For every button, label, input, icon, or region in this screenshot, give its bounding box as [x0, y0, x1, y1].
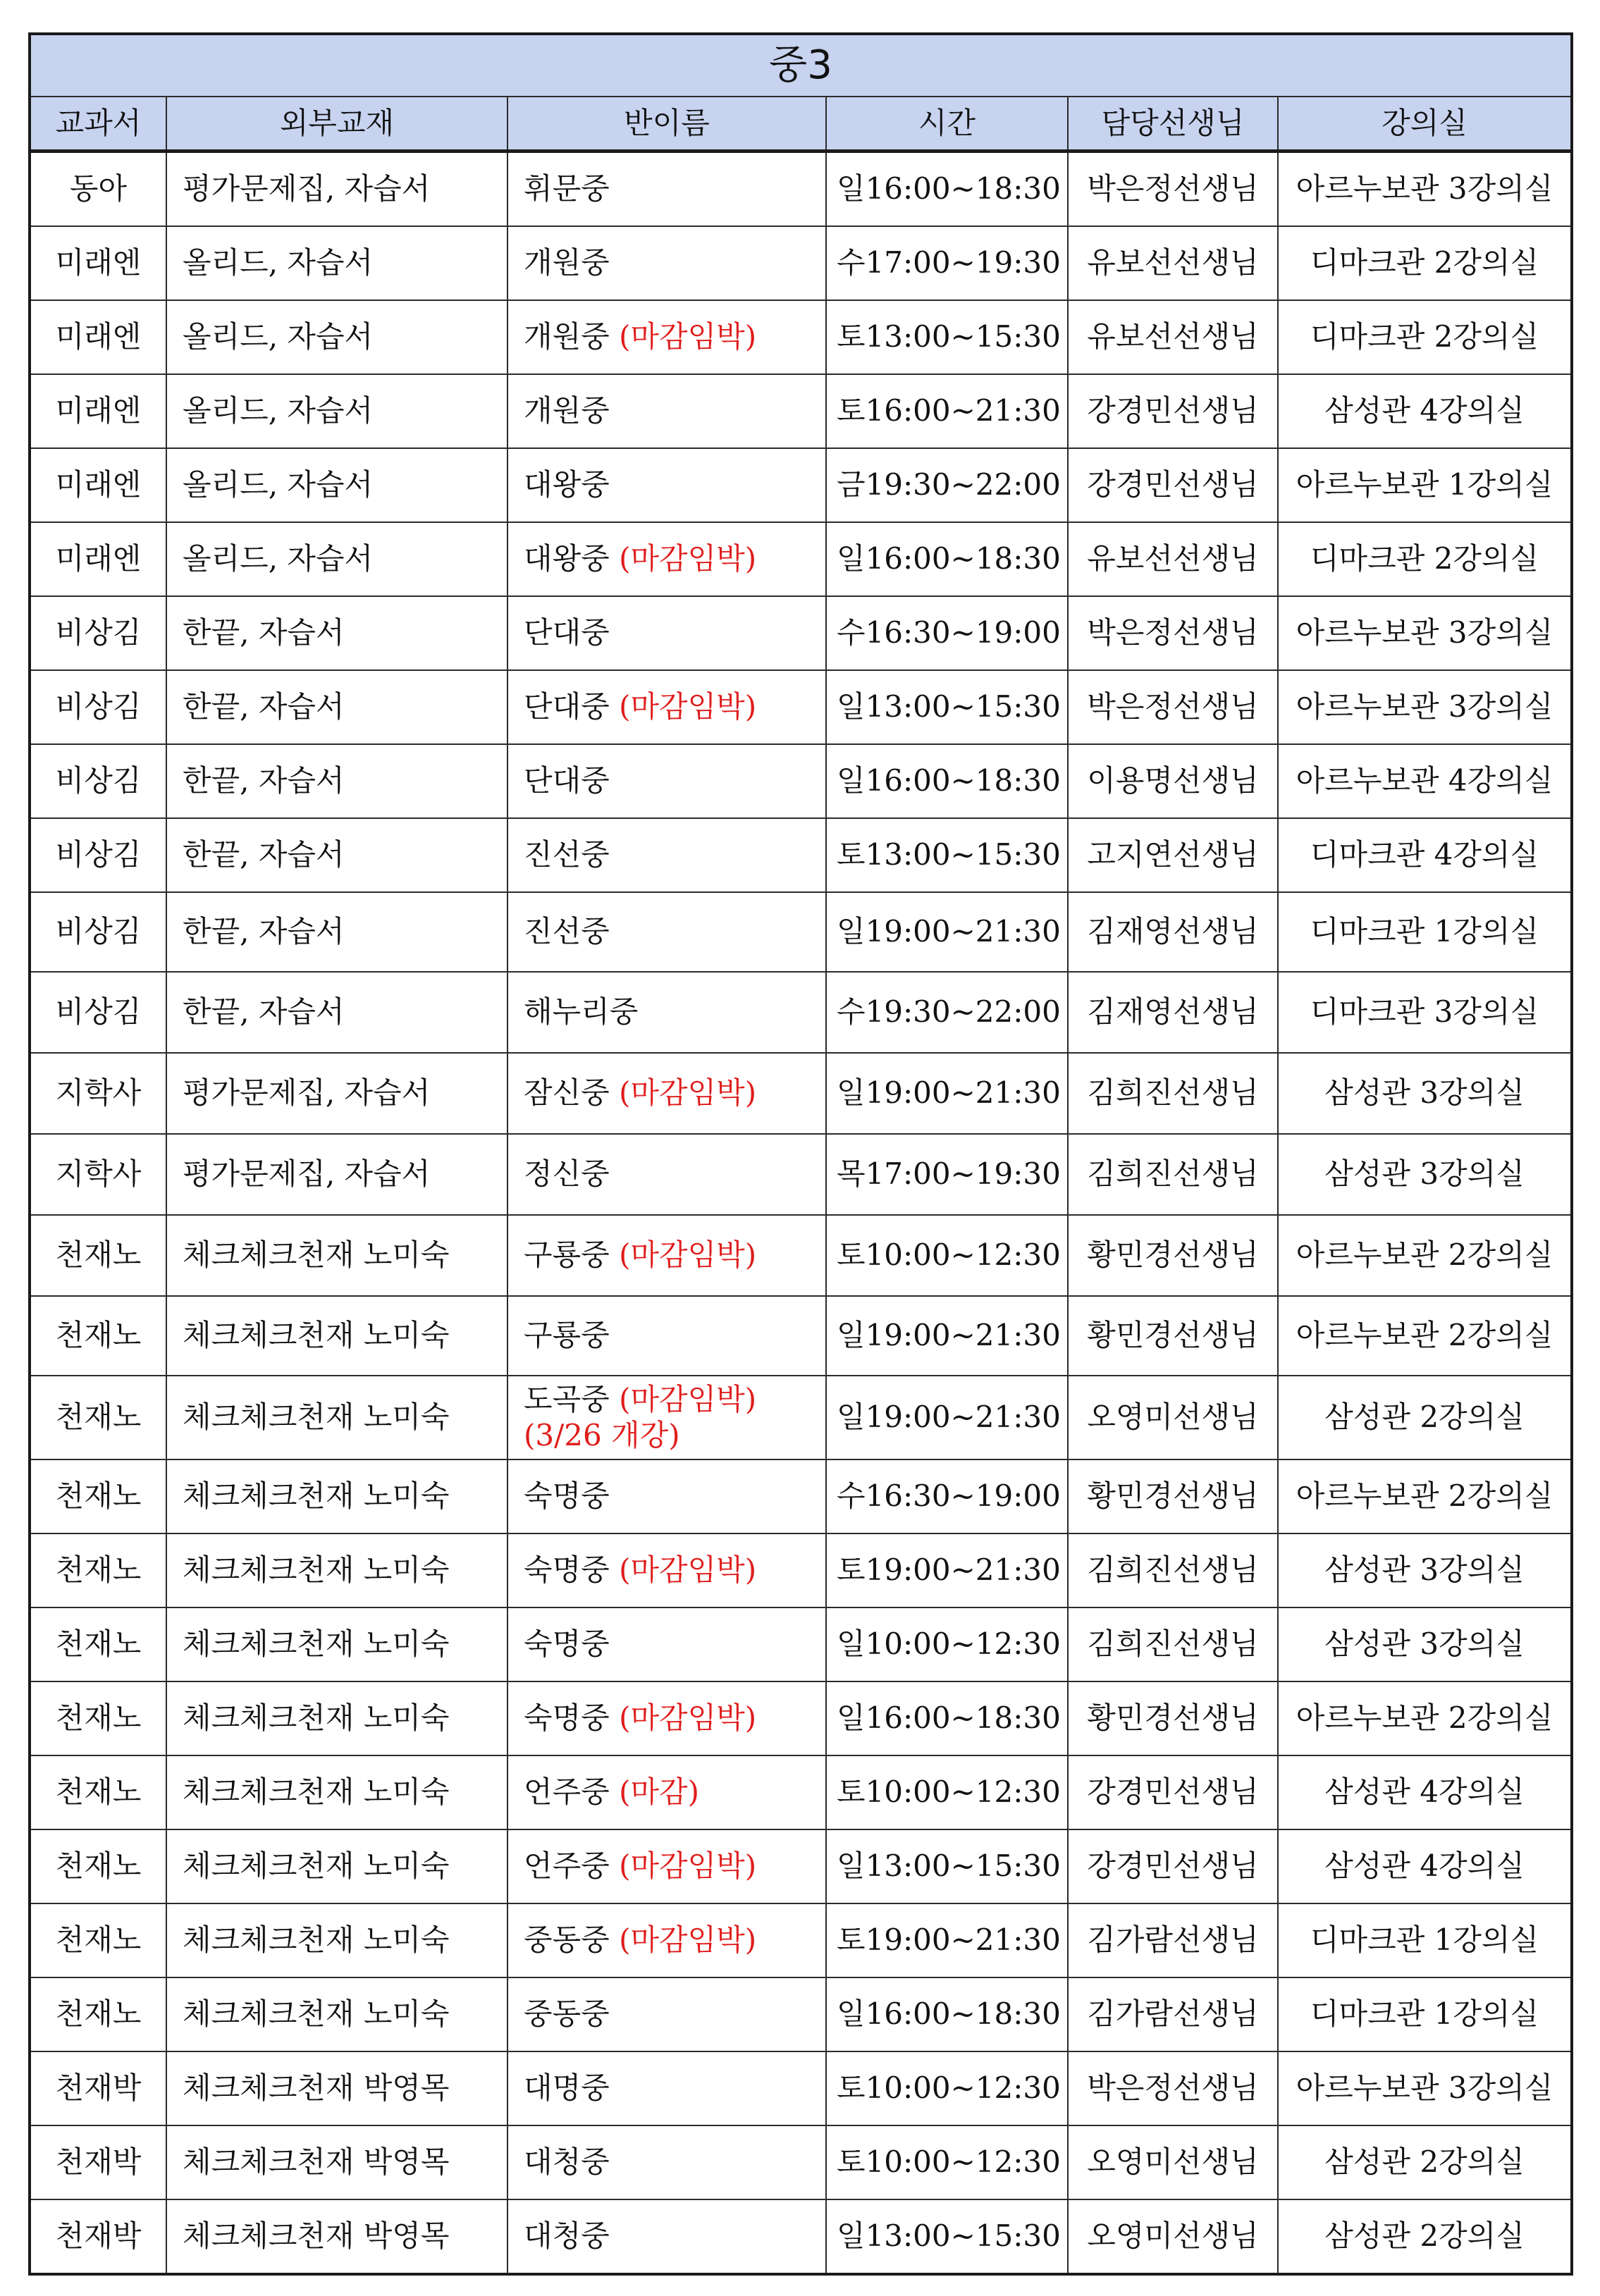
textbook-cell: 지학사 — [30, 1134, 166, 1215]
room-cell: 삼성관 2강의실 — [1278, 2125, 1572, 2199]
teacher-cell: 오영미선생님 — [1068, 1376, 1278, 1459]
header-room: 강의실 — [1278, 97, 1572, 152]
textbook-cell: 동아 — [30, 152, 166, 227]
textbook-cell: 천재노 — [30, 1977, 166, 2051]
table-row — [30, 1215, 1572, 1296]
status-note: (마감임박) — [619, 1848, 757, 1884]
room-cell: 삼성관 4강의실 — [1278, 1755, 1572, 1829]
status-note: (마감임박) — [619, 1238, 757, 1273]
material-cell: 체크체크천재 노미숙 — [166, 1459, 507, 1533]
teacher-cell: 김재영선생님 — [1068, 972, 1278, 1053]
header-row — [30, 97, 1572, 152]
class-name-cell — [507, 226, 826, 300]
time-cell: 일13:00~15:30 — [826, 2199, 1068, 2274]
class-name-line — [524, 615, 816, 650]
header-material: 외부교재 — [166, 97, 507, 152]
table-row — [30, 2051, 1572, 2125]
material-cell: 체크체크천재 노미숙 — [166, 1681, 507, 1755]
table-row — [30, 226, 1572, 300]
class-name-line — [524, 319, 816, 354]
table-row — [30, 744, 1572, 818]
class-name-line — [524, 541, 816, 576]
class-name-line — [524, 689, 816, 724]
class-name-cell — [507, 2199, 826, 2274]
teacher-cell: 강경민선생님 — [1068, 1829, 1278, 1903]
textbook-cell: 미래엔 — [30, 300, 166, 374]
class-name: 대명중 — [524, 2070, 610, 2106]
class-name: 언주중 — [524, 1775, 610, 1810]
class-name-cell — [507, 596, 826, 670]
table-row — [30, 818, 1572, 892]
time-cell: 일16:00~18:30 — [826, 152, 1068, 227]
time-cell: 수17:00~19:30 — [826, 226, 1068, 300]
material-cell: 체크체크천재 박영목 — [166, 2199, 507, 2274]
room-cell: 디마크관 2강의실 — [1278, 522, 1572, 596]
time-cell: 일13:00~15:30 — [826, 670, 1068, 744]
class-name: 숙명중 — [524, 1701, 610, 1736]
time-cell: 토16:00~21:30 — [826, 374, 1068, 448]
material-cell: 체크체크천재 노미숙 — [166, 1755, 507, 1829]
table-row — [30, 670, 1572, 744]
time-cell: 목17:00~19:30 — [826, 1134, 1068, 1215]
textbook-cell: 미래엔 — [30, 374, 166, 448]
class-name: 대왕중 — [524, 541, 610, 576]
class-name: 단대중 — [524, 689, 610, 724]
room-cell: 아르누보관 2강의실 — [1278, 1681, 1572, 1755]
textbook-cell: 천재노 — [30, 1829, 166, 1903]
time-cell: 일16:00~18:30 — [826, 1681, 1068, 1755]
time-cell: 토13:00~15:30 — [826, 300, 1068, 374]
class-name-line — [524, 1156, 816, 1192]
material-cell: 평가문제집, 자습서 — [166, 1134, 507, 1215]
class-name-line — [524, 467, 816, 502]
table-row — [30, 522, 1572, 596]
teacher-cell: 박은정선생님 — [1068, 596, 1278, 670]
header-teacher: 담당선생님 — [1068, 97, 1278, 152]
room-cell: 아르누보관 1강의실 — [1278, 448, 1572, 522]
material-cell: 체크체크천재 박영목 — [166, 2051, 507, 2125]
table-row — [30, 448, 1572, 522]
teacher-cell: 김재영선생님 — [1068, 892, 1278, 972]
table-row — [30, 1533, 1572, 1607]
room-cell: 아르누보관 3강의실 — [1278, 2051, 1572, 2125]
class-name: 중동중 — [524, 1922, 610, 1958]
room-cell: 아르누보관 2강의실 — [1278, 1459, 1572, 1533]
textbook-cell: 천재노 — [30, 1681, 166, 1755]
class-name-cell — [507, 374, 826, 448]
textbook-cell: 천재노 — [30, 1533, 166, 1607]
time-cell: 토10:00~12:30 — [826, 1215, 1068, 1296]
class-name-line — [524, 1382, 816, 1417]
table-row — [30, 1829, 1572, 1903]
class-name-cell — [507, 2051, 826, 2125]
teacher-cell: 오영미선생님 — [1068, 2125, 1278, 2199]
room-cell: 삼성관 2강의실 — [1278, 1376, 1572, 1459]
table-row — [30, 1296, 1572, 1376]
time-cell: 일16:00~18:30 — [826, 1977, 1068, 2051]
table-row — [30, 1134, 1572, 1215]
class-name: 단대중 — [524, 763, 610, 798]
class-name-line — [524, 837, 816, 872]
class-name-line — [524, 1627, 816, 1662]
material-cell: 체크체크천재 노미숙 — [166, 1215, 507, 1296]
textbook-cell: 지학사 — [30, 1053, 166, 1134]
textbook-cell: 천재박 — [30, 2051, 166, 2125]
class-name-line — [524, 1775, 816, 1810]
textbook-cell: 비상김 — [30, 670, 166, 744]
material-cell: 체크체크천재 노미숙 — [166, 1376, 507, 1459]
teacher-cell: 오영미선생님 — [1068, 2199, 1278, 2274]
material-cell: 체크체크천재 노미숙 — [166, 1903, 507, 1977]
room-cell: 디마크관 4강의실 — [1278, 818, 1572, 892]
class-name-cell — [507, 744, 826, 818]
room-cell: 삼성관 3강의실 — [1278, 1607, 1572, 1681]
class-name: 구룡중 — [524, 1318, 610, 1353]
table-row — [30, 152, 1572, 227]
class-name-cell — [507, 152, 826, 227]
textbook-cell: 미래엔 — [30, 522, 166, 596]
status-note: (마감임박) — [619, 1382, 757, 1417]
class-name-line — [524, 393, 816, 428]
table-row — [30, 374, 1572, 448]
material-cell: 올리드, 자습서 — [166, 226, 507, 300]
teacher-cell: 황민경선생님 — [1068, 1215, 1278, 1296]
class-name: 개원중 — [524, 319, 610, 354]
time-cell: 토19:00~21:30 — [826, 1903, 1068, 1977]
room-cell: 아르누보관 4강의실 — [1278, 744, 1572, 818]
class-name: 단대중 — [524, 615, 610, 650]
class-name-cell — [507, 972, 826, 1053]
room-cell: 디마크관 2강의실 — [1278, 226, 1572, 300]
header-time: 시간 — [826, 97, 1068, 152]
teacher-cell: 김희진선생님 — [1068, 1533, 1278, 1607]
room-cell: 삼성관 3강의실 — [1278, 1134, 1572, 1215]
time-cell: 일19:00~21:30 — [826, 1296, 1068, 1376]
teacher-cell: 고지연선생님 — [1068, 818, 1278, 892]
class-name-cell — [507, 1459, 826, 1533]
table-row — [30, 892, 1572, 972]
teacher-cell: 유보선선생님 — [1068, 522, 1278, 596]
class-name-cell — [507, 1134, 826, 1215]
table-row — [30, 1681, 1572, 1755]
class-name-cell — [507, 1607, 826, 1681]
textbook-cell: 미래엔 — [30, 448, 166, 522]
teacher-cell: 유보선선생님 — [1068, 226, 1278, 300]
material-cell: 평가문제집, 자습서 — [166, 152, 507, 227]
time-cell: 토10:00~12:30 — [826, 2125, 1068, 2199]
class-name-cell — [507, 1755, 826, 1829]
table-row — [30, 1053, 1572, 1134]
header-textbook: 교과서 — [30, 97, 166, 152]
status-note: (마감임박) — [619, 1701, 757, 1736]
class-name: 진선중 — [524, 914, 610, 949]
teacher-cell: 유보선선생님 — [1068, 300, 1278, 374]
teacher-cell: 강경민선생님 — [1068, 448, 1278, 522]
room-cell: 삼성관 3강의실 — [1278, 1533, 1572, 1607]
room-cell: 삼성관 4강의실 — [1278, 1829, 1572, 1903]
class-name: 숙명중 — [524, 1479, 610, 1514]
status-note: (마감임박) — [619, 541, 757, 576]
class-name-line — [524, 171, 816, 206]
table-row — [30, 1459, 1572, 1533]
table-title: 중3 — [30, 34, 1572, 97]
class-name: 구룡중 — [524, 1238, 610, 1273]
class-name: 해누리중 — [524, 994, 639, 1030]
class-name-cell — [507, 1296, 826, 1376]
status-note: (마감임박) — [619, 319, 757, 354]
textbook-cell: 비상김 — [30, 596, 166, 670]
textbook-cell: 비상김 — [30, 744, 166, 818]
teacher-cell: 이용명선생님 — [1068, 744, 1278, 818]
status-note: (마감) — [619, 1775, 699, 1810]
teacher-cell: 강경민선생님 — [1068, 1755, 1278, 1829]
class-name-cell — [507, 300, 826, 374]
class-name-line — [524, 994, 816, 1030]
material-cell: 한끝, 자습서 — [166, 818, 507, 892]
class-name-line — [524, 1479, 816, 1514]
time-cell: 일16:00~18:30 — [826, 744, 1068, 818]
class-name-cell — [507, 1903, 826, 1977]
material-cell: 한끝, 자습서 — [166, 670, 507, 744]
class-name: 개원중 — [524, 393, 610, 428]
material-cell: 체크체크천재 노미숙 — [166, 1607, 507, 1681]
status-note: (마감임박) — [619, 1922, 757, 1958]
class-name-cell — [507, 522, 826, 596]
material-cell: 한끝, 자습서 — [166, 596, 507, 670]
room-cell: 디마크관 1강의실 — [1278, 892, 1572, 972]
material-cell: 올리드, 자습서 — [166, 448, 507, 522]
teacher-cell: 김희진선생님 — [1068, 1053, 1278, 1134]
title-row — [30, 34, 1572, 97]
textbook-cell: 천재박 — [30, 2125, 166, 2199]
material-cell: 한끝, 자습서 — [166, 744, 507, 818]
room-cell: 디마크관 1강의실 — [1278, 1903, 1572, 1977]
textbook-cell: 비상김 — [30, 818, 166, 892]
class-name: 잠신중 — [524, 1075, 610, 1111]
class-name-cell — [507, 1977, 826, 2051]
textbook-cell: 미래엔 — [30, 226, 166, 300]
status-note: (마감임박) — [619, 1553, 757, 1588]
table-row — [30, 2125, 1572, 2199]
room-cell: 아르누보관 2강의실 — [1278, 1296, 1572, 1376]
material-cell: 체크체크천재 노미숙 — [166, 1296, 507, 1376]
class-name-cell — [507, 1681, 826, 1755]
room-cell: 디마크관 3강의실 — [1278, 972, 1572, 1053]
class-name: 진선중 — [524, 837, 610, 872]
room-cell: 디마크관 1강의실 — [1278, 1977, 1572, 2051]
class-name: 정신중 — [524, 1156, 610, 1192]
opening-date-note: (3/26 개강) — [524, 1417, 680, 1452]
table-row — [30, 1607, 1572, 1681]
class-name: 대청중 — [524, 2144, 610, 2180]
class-name: 대왕중 — [524, 467, 610, 502]
class-name-line — [524, 1553, 816, 1588]
room-cell: 삼성관 4강의실 — [1278, 374, 1572, 448]
schedule-table — [28, 32, 1573, 2276]
room-cell: 아르누보관 2강의실 — [1278, 1215, 1572, 1296]
class-name-line — [524, 1848, 816, 1884]
time-cell: 수16:30~19:00 — [826, 1459, 1068, 1533]
room-cell: 삼성관 3강의실 — [1278, 1053, 1572, 1134]
textbook-cell: 천재노 — [30, 1903, 166, 1977]
time-cell: 토19:00~21:30 — [826, 1533, 1068, 1607]
room-cell: 삼성관 2강의실 — [1278, 2199, 1572, 2274]
class-name-cell — [507, 1533, 826, 1607]
class-name-line — [524, 1318, 816, 1353]
time-cell: 일19:00~21:30 — [826, 1053, 1068, 1134]
time-cell: 토10:00~12:30 — [826, 2051, 1068, 2125]
table-row — [30, 1376, 1572, 1459]
material-cell: 한끝, 자습서 — [166, 892, 507, 972]
class-name-line — [524, 1996, 816, 2032]
header-class-name: 반이름 — [507, 97, 826, 152]
table-row — [30, 300, 1572, 374]
class-name-cell — [507, 1053, 826, 1134]
time-cell: 수16:30~19:00 — [826, 596, 1068, 670]
material-cell: 올리드, 자습서 — [166, 300, 507, 374]
table-body — [30, 152, 1572, 2275]
class-name-cell — [507, 1376, 826, 1459]
material-cell: 체크체크천재 박영목 — [166, 2125, 507, 2199]
textbook-cell: 천재노 — [30, 1296, 166, 1376]
table-row — [30, 2199, 1572, 2274]
status-note: (마감임박) — [619, 689, 757, 724]
class-name-line — [524, 2144, 816, 2180]
teacher-cell: 김가람선생님 — [1068, 1977, 1278, 2051]
room-cell: 아르누보관 3강의실 — [1278, 152, 1572, 227]
time-cell: 토10:00~12:30 — [826, 1755, 1068, 1829]
class-name-cell — [507, 1215, 826, 1296]
time-cell: 일16:00~18:30 — [826, 522, 1068, 596]
class-name: 숙명중 — [524, 1553, 610, 1588]
material-cell: 올리드, 자습서 — [166, 522, 507, 596]
class-name-line — [524, 1922, 816, 1958]
time-cell: 일10:00~12:30 — [826, 1607, 1068, 1681]
class-name: 언주중 — [524, 1848, 610, 1884]
teacher-cell: 박은정선생님 — [1068, 670, 1278, 744]
room-cell: 디마크관 2강의실 — [1278, 300, 1572, 374]
teacher-cell: 강경민선생님 — [1068, 374, 1278, 448]
class-name-cell — [507, 818, 826, 892]
time-cell: 금19:30~22:00 — [826, 448, 1068, 522]
class-name-cell — [507, 1829, 826, 1903]
class-name-line — [524, 763, 816, 798]
table-row — [30, 972, 1572, 1053]
class-name-line — [524, 1075, 816, 1111]
teacher-cell: 김가람선생님 — [1068, 1903, 1278, 1977]
time-cell: 일19:00~21:30 — [826, 1376, 1068, 1459]
time-cell: 토13:00~15:30 — [826, 818, 1068, 892]
textbook-cell: 비상김 — [30, 892, 166, 972]
class-name: 도곡중 — [524, 1382, 610, 1417]
teacher-cell: 김희진선생님 — [1068, 1607, 1278, 1681]
table-row — [30, 596, 1572, 670]
class-name: 중동중 — [524, 1996, 610, 2032]
teacher-cell: 황민경선생님 — [1068, 1681, 1278, 1755]
class-name-line — [524, 2070, 816, 2106]
class-name: 휘문중 — [524, 171, 610, 206]
textbook-cell: 천재박 — [30, 2199, 166, 2274]
material-cell: 평가문제집, 자습서 — [166, 1053, 507, 1134]
time-cell: 일13:00~15:30 — [826, 1829, 1068, 1903]
class-name: 숙명중 — [524, 1627, 610, 1662]
textbook-cell: 천재노 — [30, 1755, 166, 1829]
class-name-line — [524, 1701, 816, 1736]
status-note: (마감임박) — [619, 1075, 757, 1111]
class-name-line — [524, 2218, 816, 2254]
class-name: 개원중 — [524, 245, 610, 280]
table-row — [30, 1977, 1572, 2051]
material-cell: 올리드, 자습서 — [166, 374, 507, 448]
class-name-cell — [507, 892, 826, 972]
teacher-cell: 박은정선생님 — [1068, 2051, 1278, 2125]
material-cell: 체크체크천재 노미숙 — [166, 1533, 507, 1607]
teacher-cell: 박은정선생님 — [1068, 152, 1278, 227]
textbook-cell: 천재노 — [30, 1607, 166, 1681]
room-cell: 아르누보관 3강의실 — [1278, 670, 1572, 744]
time-cell: 수19:30~22:00 — [826, 972, 1068, 1053]
class-name-cell — [507, 448, 826, 522]
teacher-cell: 황민경선생님 — [1068, 1296, 1278, 1376]
material-cell: 체크체크천재 노미숙 — [166, 1829, 507, 1903]
table-row — [30, 1755, 1572, 1829]
table-row — [30, 1903, 1572, 1977]
textbook-cell: 천재노 — [30, 1459, 166, 1533]
textbook-cell: 천재노 — [30, 1215, 166, 1296]
room-cell: 아르누보관 3강의실 — [1278, 596, 1572, 670]
class-name-cell — [507, 2125, 826, 2199]
material-cell: 체크체크천재 노미숙 — [166, 1977, 507, 2051]
teacher-cell: 황민경선생님 — [1068, 1459, 1278, 1533]
class-name-line — [524, 245, 816, 280]
textbook-cell: 비상김 — [30, 972, 166, 1053]
class-name: 대청중 — [524, 2218, 610, 2254]
teacher-cell: 김희진선생님 — [1068, 1134, 1278, 1215]
material-cell: 한끝, 자습서 — [166, 972, 507, 1053]
class-name-cell — [507, 670, 826, 744]
class-name-line — [524, 914, 816, 949]
class-name-line — [524, 1238, 816, 1273]
time-cell: 일19:00~21:30 — [826, 892, 1068, 972]
textbook-cell: 천재노 — [30, 1376, 166, 1459]
